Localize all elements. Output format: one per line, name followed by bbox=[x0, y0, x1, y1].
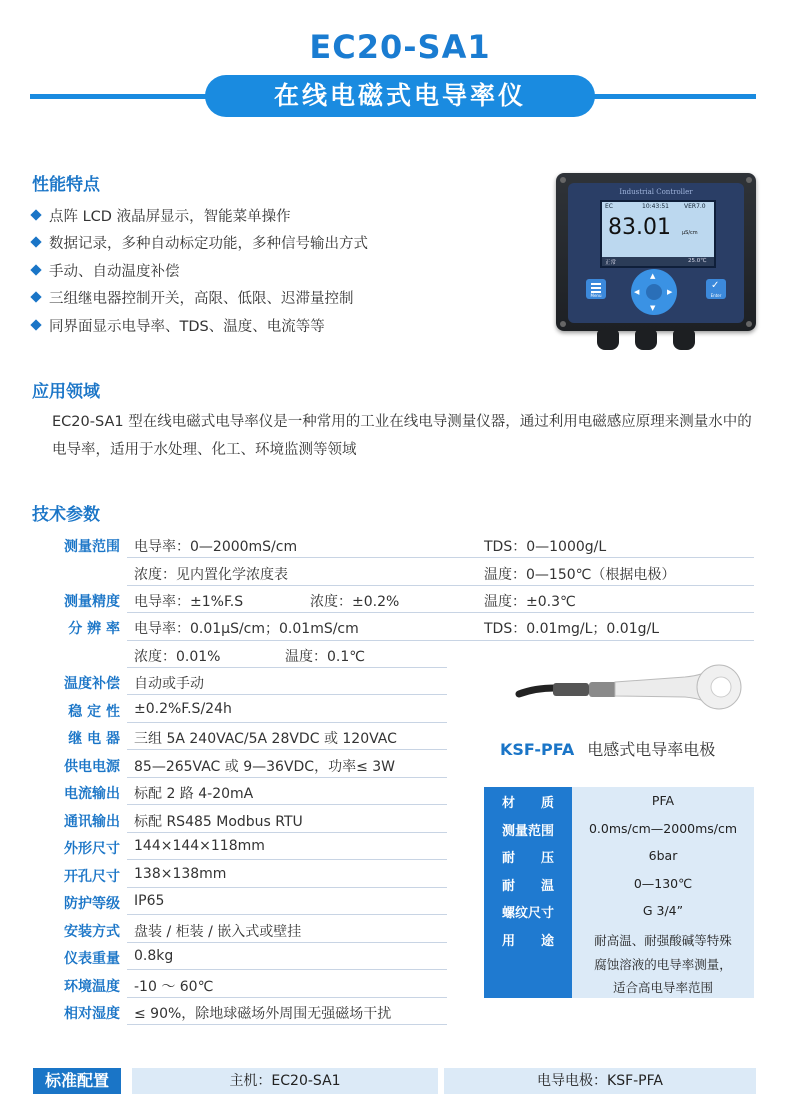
electrode-spec-value: 0—130℃ bbox=[633, 876, 693, 891]
spec-label: 相对湿度 bbox=[64, 1006, 120, 1022]
screw-icon bbox=[746, 321, 752, 327]
electrode-hole bbox=[711, 677, 731, 697]
menu-icon bbox=[591, 283, 601, 285]
electrode-spec-value: G 3/4” bbox=[642, 903, 684, 918]
electrode-spec-label: 耐 温 bbox=[501, 879, 554, 894]
row-divider bbox=[127, 777, 447, 778]
row-divider bbox=[127, 749, 447, 750]
check-icon: ✓ bbox=[711, 280, 720, 291]
feature-item: 同界面显示电导率、TDS、温度、电流等等 bbox=[32, 315, 325, 336]
row-divider bbox=[127, 722, 447, 723]
spec-value: 标配 2 路 4-20mA bbox=[134, 786, 254, 802]
row-divider bbox=[127, 557, 754, 558]
lcd-value: 83.01 bbox=[608, 215, 671, 240]
electrode-image bbox=[515, 660, 745, 716]
screw-icon bbox=[560, 321, 566, 327]
standard-electrode: 电导电极：KSF-PFA bbox=[444, 1068, 756, 1094]
electrode-spec-label: 螺纹尺寸 bbox=[501, 906, 554, 921]
specs-title: 技术参数 bbox=[32, 505, 100, 525]
arrow-up-icon[interactable]: ▲ bbox=[650, 272, 656, 280]
electrode-spec-value: 耐高温、耐强酸碱等特殊 bbox=[594, 933, 732, 948]
electrode-connector bbox=[553, 683, 589, 696]
dpad-center[interactable] bbox=[646, 284, 662, 300]
spec-value: 浓度：见内置化学浓度表 bbox=[134, 567, 288, 583]
lcd-screen bbox=[600, 200, 716, 268]
diamond-bullet-icon bbox=[30, 236, 41, 247]
arrow-right-icon[interactable]: ▶ bbox=[667, 288, 673, 296]
features-title: 性能特点 bbox=[32, 175, 100, 195]
spec-value: 电导率：0—2000mS/cm bbox=[134, 539, 298, 555]
row-divider bbox=[127, 997, 447, 998]
row-divider bbox=[127, 667, 447, 668]
cable-gland-icon bbox=[673, 330, 695, 350]
spec-label: 环境温度 bbox=[64, 979, 120, 995]
spec-value: 三组 5A 240VAC/5A 28VDC 或 120VAC bbox=[134, 731, 397, 747]
electrode-spec-value: 6bar bbox=[648, 848, 678, 863]
arrow-down-icon[interactable]: ▼ bbox=[650, 304, 656, 312]
electrode-spec-table bbox=[484, 787, 754, 998]
spec-label: 供电电源 bbox=[64, 759, 120, 775]
spec-value: TDS：0.01mg/L；0.01g/L bbox=[484, 621, 660, 637]
electrode-spec-value: 0.0ms/cm—2000ms/cm bbox=[588, 821, 738, 836]
feature-item: 点阵 LCD 液晶屏显示，智能菜单操作 bbox=[32, 205, 291, 226]
diamond-bullet-icon bbox=[30, 291, 41, 302]
spec-value: 盘装 / 柜装 / 嵌入式或壁挂 bbox=[134, 924, 302, 940]
electrode-spec-label: 用 途 bbox=[501, 934, 554, 949]
row-divider bbox=[127, 914, 447, 915]
electrode-spec-value: 适合高电导率范围 bbox=[612, 980, 713, 995]
spec-label: 温度补偿 bbox=[64, 676, 120, 692]
spec-value: 浓度：0.01% bbox=[134, 649, 221, 665]
spec-label: 测量精度 bbox=[64, 594, 120, 610]
diamond-bullet-icon bbox=[30, 264, 41, 275]
electrode-thread bbox=[589, 682, 617, 697]
electrode-spec-label: 测量范围 bbox=[501, 824, 554, 839]
diamond-bullet-icon bbox=[30, 209, 41, 220]
cable-gland-icon bbox=[597, 330, 619, 350]
spec-value: ≤ 90%，除地球磁场外周围无强磁场干扰 bbox=[134, 1006, 392, 1022]
row-divider bbox=[127, 1024, 447, 1025]
standard-host: 主机：EC20-SA1 bbox=[132, 1068, 438, 1094]
feature-item: 三组继电器控制开关，高限、低限、迟滞量控制 bbox=[32, 287, 354, 308]
electrode-name: 电感式电导率电极 bbox=[587, 740, 716, 759]
enter-button[interactable]: ✓ Enter bbox=[706, 279, 726, 299]
spec-value: -10 ～ 60℃ bbox=[134, 979, 214, 995]
spec-label: 安装方式 bbox=[64, 924, 120, 940]
spec-value: TDS：0—1000g/L bbox=[484, 539, 607, 555]
spec-label: 仪表重量 bbox=[64, 951, 120, 967]
lcd-footer: 正常 25.0℃ bbox=[602, 257, 714, 266]
spec-label: 防护等级 bbox=[64, 896, 120, 912]
row-divider bbox=[127, 612, 754, 613]
row-divider bbox=[127, 942, 447, 943]
spec-label: 稳 定 性 bbox=[68, 704, 120, 720]
spec-label: 分 辨 率 bbox=[68, 621, 120, 637]
spec-value: 电导率：±1%F.S bbox=[134, 594, 244, 610]
menu-button[interactable]: Menu bbox=[586, 279, 606, 299]
electrode-model: KSF-PFA bbox=[500, 740, 575, 759]
electrode-spec-value: PFA bbox=[651, 793, 675, 808]
row-divider bbox=[127, 832, 447, 833]
direction-pad[interactable] bbox=[631, 269, 677, 315]
lcd-header: EC 10:43:51 VER7.0 bbox=[605, 203, 706, 210]
electrode-body bbox=[615, 674, 701, 700]
electrode-spec-label: 耐 压 bbox=[501, 851, 554, 866]
front-panel bbox=[568, 183, 744, 323]
electrode-spec-value: 腐蚀溶液的电导率测量， bbox=[594, 957, 732, 972]
spec-value: 144×144×118mm bbox=[134, 838, 265, 854]
spec-value: 浓度：±0.2% bbox=[310, 594, 400, 610]
row-divider bbox=[127, 585, 754, 586]
cable-gland-icon bbox=[635, 330, 657, 350]
spec-value: ±0.2%F.S/24h bbox=[134, 701, 232, 717]
application-text: EC20-SA1 型在线电磁式电导率仪是一种常用的工业在线电导测量仪器，通过利用电磁感应原理来测量水中的电导率，适用于水处理、化工、环境监测等领域 bbox=[52, 414, 752, 458]
spec-value: 电导率：0.01μS/cm；0.01mS/cm bbox=[134, 621, 359, 637]
device-brand: Industrial Controller bbox=[619, 188, 693, 196]
application-title: 应用领域 bbox=[32, 382, 100, 402]
feature-item: 数据记录，多种自动标定功能，多种信号输出方式 bbox=[32, 232, 368, 253]
spec-label: 通讯输出 bbox=[64, 814, 120, 830]
electrode-cable bbox=[519, 688, 555, 694]
feature-item: 手动、自动温度补偿 bbox=[32, 260, 180, 281]
controller-image bbox=[556, 173, 756, 331]
page-title: EC20-SA1 bbox=[309, 28, 491, 66]
spec-label: 测量范围 bbox=[64, 539, 120, 555]
spec-value: 温度：±0.3℃ bbox=[484, 594, 576, 610]
row-divider bbox=[127, 694, 447, 695]
standard-config-label: 标准配置 bbox=[33, 1068, 121, 1094]
screw-icon bbox=[560, 177, 566, 183]
spec-label: 外形尺寸 bbox=[64, 841, 120, 857]
header-line-right bbox=[580, 94, 756, 99]
spec-value: 温度：0.1℃ bbox=[285, 649, 365, 665]
row-divider bbox=[127, 859, 447, 860]
diamond-bullet-icon bbox=[30, 319, 41, 330]
spec-label: 继 电 器 bbox=[68, 731, 120, 747]
row-divider bbox=[127, 804, 447, 805]
arrow-left-icon[interactable]: ◀ bbox=[634, 288, 640, 296]
spec-value: IP65 bbox=[134, 893, 165, 909]
spec-value: 标配 RS485 Modbus RTU bbox=[134, 814, 303, 830]
electrode-spec-label: 材 质 bbox=[501, 796, 554, 811]
page-subtitle: 在线电磁式电导率仪 bbox=[205, 75, 595, 117]
spec-value: 85—265VAC 或 9—36VDC，功率≤ 3W bbox=[134, 759, 396, 775]
row-divider bbox=[127, 640, 754, 641]
spec-value: 0.8kg bbox=[134, 948, 174, 964]
spec-label: 开孔尺寸 bbox=[64, 869, 120, 885]
spec-value: 自动或手动 bbox=[134, 676, 204, 692]
spec-value: 温度：0—150℃（根据电极） bbox=[484, 567, 676, 583]
screw-icon bbox=[746, 177, 752, 183]
spec-label: 电流输出 bbox=[64, 786, 120, 802]
header-line-left bbox=[30, 94, 220, 99]
electrode-title bbox=[500, 737, 715, 760]
row-divider bbox=[127, 887, 447, 888]
row-divider bbox=[127, 969, 447, 970]
spec-value: 138×138mm bbox=[134, 866, 227, 882]
lcd-unit: μS/cm bbox=[682, 230, 698, 236]
